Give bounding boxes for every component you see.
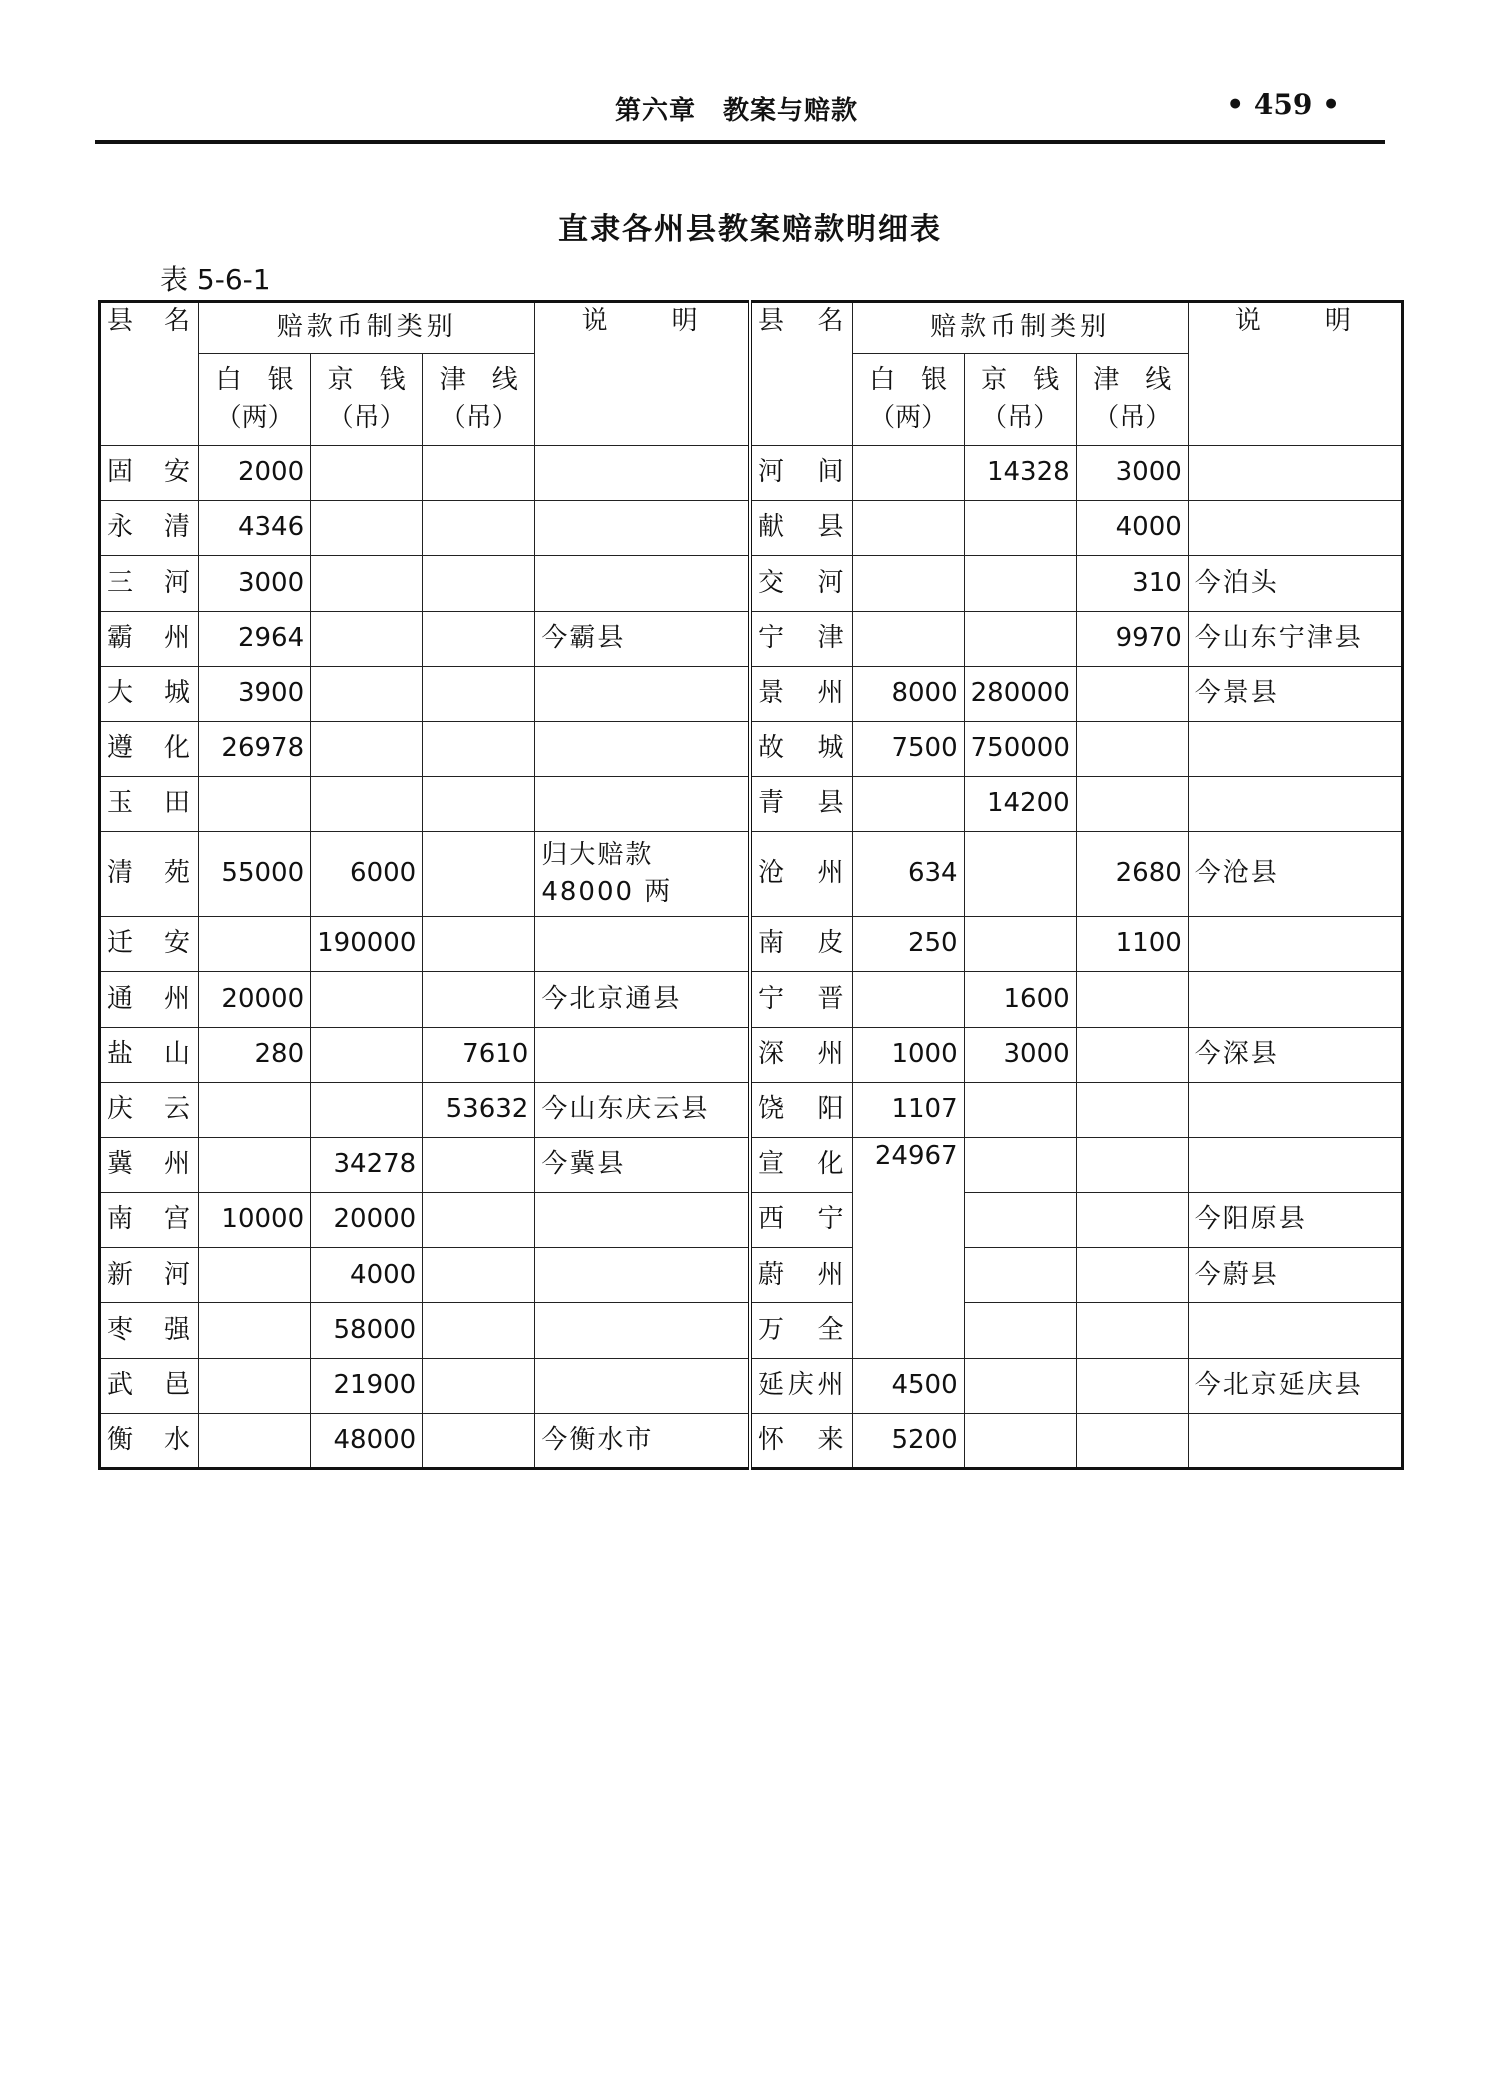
right-silver-cell: 634 <box>852 832 964 917</box>
right-jing-cell <box>964 1082 1076 1137</box>
right-note-cell: 今景县 <box>1188 666 1402 721</box>
right-county-cell: 饶 阳 <box>750 1082 852 1137</box>
left-county-cell: 玉 田 <box>100 777 199 832</box>
right-note-cell <box>1188 1303 1402 1358</box>
left-jing-cell <box>311 1082 423 1137</box>
left-silver-cell: 4346 <box>199 501 311 556</box>
jinxian-unit: （吊） <box>439 402 518 433</box>
left-note-cell <box>535 556 750 611</box>
table-row <box>100 917 1403 972</box>
table-row <box>100 777 1403 832</box>
left-note-cell: 今北京通县 <box>535 972 750 1027</box>
jinxian-unit: （吊） <box>1093 402 1172 433</box>
right-note-cell <box>1188 501 1402 556</box>
left-silver-cell: 3900 <box>199 666 311 721</box>
silver-unit: （两） <box>869 402 948 433</box>
left-county-cell: 遵 化 <box>100 721 199 776</box>
left-note-cell <box>535 777 750 832</box>
right-jin-cell: 310 <box>1076 556 1188 611</box>
right-jin-cell: 9970 <box>1076 611 1188 666</box>
left-jing-cell <box>311 446 423 501</box>
left-silver-cell <box>199 777 311 832</box>
right-note-cell <box>1188 1413 1402 1468</box>
currency-group-header: 赔款币制类别 <box>852 302 1188 354</box>
county-header: 县 名 <box>750 302 852 446</box>
left-jing-cell <box>311 777 423 832</box>
jingqian-label: 京 钱 <box>327 364 406 395</box>
left-county-cell: 衡 水 <box>100 1413 199 1468</box>
left-jin-cell: 7610 <box>423 1027 535 1082</box>
right-jing-cell <box>964 556 1076 611</box>
right-silver-cell: 250 <box>852 917 964 972</box>
left-silver-cell: 10000 <box>199 1193 311 1248</box>
left-county-cell: 霸 州 <box>100 611 199 666</box>
left-county-cell: 三 河 <box>100 556 199 611</box>
table-label: 表 5-6-1 <box>160 263 271 296</box>
table-row <box>100 1303 1403 1358</box>
right-county-cell: 宁 晋 <box>750 972 852 1027</box>
right-jing-cell: 1600 <box>964 972 1076 1027</box>
table-row <box>100 446 1403 501</box>
left-silver-cell <box>199 1082 311 1137</box>
left-county-cell: 冀 州 <box>100 1137 199 1192</box>
left-jing-cell <box>311 1027 423 1082</box>
jinxian-label: 津 线 <box>439 364 518 395</box>
right-silver-cell: 24967 <box>852 1137 964 1358</box>
table-row <box>100 972 1403 1027</box>
right-jin-cell <box>1076 1358 1188 1413</box>
right-note-cell: 今山东宁津县 <box>1188 611 1402 666</box>
right-note-cell <box>1188 1137 1402 1192</box>
left-jin-cell <box>423 832 535 917</box>
left-county-cell: 武 邑 <box>100 1358 199 1413</box>
jinxian-label: 津 线 <box>1093 364 1172 395</box>
right-jing-cell <box>964 1358 1076 1413</box>
left-jin-cell <box>423 721 535 776</box>
right-jin-cell: 3000 <box>1076 446 1188 501</box>
left-jing-cell: 21900 <box>311 1358 423 1413</box>
right-jin-cell <box>1076 1413 1188 1468</box>
table-title: 直隶各州县教案赔款明细表 <box>558 212 942 247</box>
left-jin-cell <box>423 1193 535 1248</box>
silver-header <box>199 354 311 446</box>
left-silver-cell <box>199 1248 311 1303</box>
right-county-cell: 延庆州 <box>750 1358 852 1413</box>
table-row <box>100 1358 1403 1413</box>
right-jin-cell <box>1076 666 1188 721</box>
left-jing-cell: 34278 <box>311 1137 423 1192</box>
left-jing-cell <box>311 721 423 776</box>
note-header: 说 明 <box>535 302 750 446</box>
left-jin-cell <box>423 666 535 721</box>
table-row <box>100 1027 1403 1082</box>
right-jing-cell: 750000 <box>964 721 1076 776</box>
left-jin-cell <box>423 1303 535 1358</box>
right-jin-cell <box>1076 1027 1188 1082</box>
indemnity-table <box>98 300 1404 1470</box>
left-silver-cell <box>199 1303 311 1358</box>
right-note-cell <box>1188 446 1402 501</box>
left-county-cell: 南 宫 <box>100 1193 199 1248</box>
jingqian-header <box>964 354 1076 446</box>
left-silver-cell <box>199 917 311 972</box>
left-jing-cell <box>311 972 423 1027</box>
right-note-cell <box>1188 972 1402 1027</box>
left-jing-cell: 4000 <box>311 1248 423 1303</box>
right-jing-cell: 14200 <box>964 777 1076 832</box>
left-note-cell <box>535 917 750 972</box>
right-note-cell: 今泊头 <box>1188 556 1402 611</box>
right-jin-cell: 1100 <box>1076 917 1188 972</box>
right-silver-cell <box>852 972 964 1027</box>
left-note-cell <box>535 721 750 776</box>
left-note-cell <box>535 501 750 556</box>
right-silver-cell <box>852 611 964 666</box>
right-county-cell: 西 宁 <box>750 1193 852 1248</box>
right-jin-cell <box>1076 1303 1188 1358</box>
silver-label: 白 银 <box>215 364 294 395</box>
jingqian-unit: （吊） <box>327 402 406 433</box>
right-county-cell: 景 州 <box>750 666 852 721</box>
left-note-cell <box>535 1248 750 1303</box>
left-note-cell: 今冀县 <box>535 1137 750 1192</box>
right-silver-cell: 1000 <box>852 1027 964 1082</box>
left-jin-cell <box>423 556 535 611</box>
right-silver-cell: 8000 <box>852 666 964 721</box>
right-silver-cell: 7500 <box>852 721 964 776</box>
left-county-cell: 新 河 <box>100 1248 199 1303</box>
right-county-cell: 南 皮 <box>750 917 852 972</box>
left-jin-cell <box>423 1248 535 1303</box>
right-county-cell: 青 县 <box>750 777 852 832</box>
left-note-cell <box>535 1303 750 1358</box>
table-row <box>100 721 1403 776</box>
right-jin-cell <box>1076 1248 1188 1303</box>
right-county-cell: 故 城 <box>750 721 852 776</box>
left-jin-cell <box>423 972 535 1027</box>
left-silver-cell <box>199 1358 311 1413</box>
table-row <box>100 611 1403 666</box>
right-jing-cell <box>964 1248 1076 1303</box>
right-county-cell: 深 州 <box>750 1027 852 1082</box>
right-silver-cell: 5200 <box>852 1413 964 1468</box>
left-note-cell <box>535 1358 750 1413</box>
note-header: 说 明 <box>1188 302 1402 446</box>
table-row <box>100 556 1403 611</box>
right-note-cell <box>1188 1082 1402 1137</box>
left-jin-cell <box>423 446 535 501</box>
right-county-cell: 沧 州 <box>750 832 852 917</box>
table-row <box>100 1137 1403 1192</box>
right-jin-cell: 4000 <box>1076 501 1188 556</box>
left-silver-cell: 2964 <box>199 611 311 666</box>
left-jin-cell <box>423 777 535 832</box>
right-silver-cell <box>852 556 964 611</box>
left-note-cell: 今衡水市 <box>535 1413 750 1468</box>
right-jing-cell <box>964 1137 1076 1192</box>
right-jing-cell <box>964 1413 1076 1468</box>
left-county-cell: 迁 安 <box>100 917 199 972</box>
right-jing-cell <box>964 917 1076 972</box>
right-jin-cell: 2680 <box>1076 832 1188 917</box>
left-county-cell: 庆 云 <box>100 1082 199 1137</box>
left-jing-cell: 20000 <box>311 1193 423 1248</box>
right-silver-cell: 4500 <box>852 1358 964 1413</box>
left-jin-cell <box>423 1413 535 1468</box>
table-row <box>100 832 1403 917</box>
left-silver-cell: 55000 <box>199 832 311 917</box>
right-jing-cell <box>964 611 1076 666</box>
left-jin-cell <box>423 1358 535 1413</box>
right-jin-cell <box>1076 1193 1188 1248</box>
right-county-cell: 蔚 州 <box>750 1248 852 1303</box>
right-jing-cell <box>964 501 1076 556</box>
right-note-cell: 今沧县 <box>1188 832 1402 917</box>
left-silver-cell: 20000 <box>199 972 311 1027</box>
left-silver-cell <box>199 1413 311 1468</box>
silver-header <box>852 354 964 446</box>
right-silver-cell <box>852 501 964 556</box>
left-county-cell: 永 清 <box>100 501 199 556</box>
left-county-cell: 通 州 <box>100 972 199 1027</box>
left-note-cell: 今山东庆云县 <box>535 1082 750 1137</box>
right-note-cell: 今蔚县 <box>1188 1248 1402 1303</box>
right-jin-cell <box>1076 1137 1188 1192</box>
right-note-cell <box>1188 917 1402 972</box>
left-silver-cell: 2000 <box>199 446 311 501</box>
left-jing-cell: 6000 <box>311 832 423 917</box>
right-silver-cell: 1107 <box>852 1082 964 1137</box>
left-jing-cell <box>311 611 423 666</box>
header-rule <box>95 140 1385 144</box>
left-county-cell: 固 安 <box>100 446 199 501</box>
left-note-cell <box>535 666 750 721</box>
left-note-cell <box>535 1027 750 1082</box>
page-number: • 459 • <box>1226 88 1340 121</box>
left-county-cell: 盐 山 <box>100 1027 199 1082</box>
left-note-cell <box>535 446 750 501</box>
table-row <box>100 1413 1403 1468</box>
left-silver-cell <box>199 1137 311 1192</box>
header-row-1 <box>100 302 1403 354</box>
left-jin-cell <box>423 917 535 972</box>
left-silver-cell: 280 <box>199 1027 311 1082</box>
right-jing-cell <box>964 1193 1076 1248</box>
left-jing-cell: 58000 <box>311 1303 423 1358</box>
right-county-cell: 万 全 <box>750 1303 852 1358</box>
left-jin-cell <box>423 1137 535 1192</box>
right-county-cell: 怀 来 <box>750 1413 852 1468</box>
table-row <box>100 1248 1403 1303</box>
right-jin-cell <box>1076 1082 1188 1137</box>
right-county-cell: 献 县 <box>750 501 852 556</box>
left-silver-cell: 3000 <box>199 556 311 611</box>
left-note-cell <box>535 1193 750 1248</box>
right-note-cell: 今阳原县 <box>1188 1193 1402 1248</box>
left-county-cell: 大 城 <box>100 666 199 721</box>
left-jing-cell: 48000 <box>311 1413 423 1468</box>
right-jing-cell: 3000 <box>964 1027 1076 1082</box>
right-silver-cell <box>852 777 964 832</box>
table-row <box>100 666 1403 721</box>
table-row <box>100 1193 1403 1248</box>
jinxian-header <box>423 354 535 446</box>
right-jin-cell <box>1076 972 1188 1027</box>
table-row <box>100 501 1403 556</box>
right-note-cell: 今北京延庆县 <box>1188 1358 1402 1413</box>
jinxian-header <box>1076 354 1188 446</box>
right-county-cell: 宣 化 <box>750 1137 852 1192</box>
table-body <box>100 446 1403 1469</box>
jingqian-header <box>311 354 423 446</box>
right-county-cell: 河 间 <box>750 446 852 501</box>
left-jin-cell: 53632 <box>423 1082 535 1137</box>
right-silver-cell <box>852 446 964 501</box>
left-jin-cell <box>423 501 535 556</box>
left-county-cell: 清 苑 <box>100 832 199 917</box>
right-jing-cell: 280000 <box>964 666 1076 721</box>
right-note-cell <box>1188 777 1402 832</box>
right-county-cell: 宁 津 <box>750 611 852 666</box>
left-jing-cell <box>311 666 423 721</box>
silver-label: 白 银 <box>869 364 948 395</box>
county-header: 县 名 <box>100 302 199 446</box>
right-jing-cell <box>964 1303 1076 1358</box>
running-header <box>95 90 1385 140</box>
left-note-cell: 归大赔款 48000 两 <box>535 832 750 917</box>
jingqian-unit: （吊） <box>981 402 1060 433</box>
right-county-cell: 交 河 <box>750 556 852 611</box>
right-jing-cell <box>964 832 1076 917</box>
left-county-cell: 枣 强 <box>100 1303 199 1358</box>
left-silver-cell: 26978 <box>199 721 311 776</box>
right-jing-cell: 14328 <box>964 446 1076 501</box>
table-row <box>100 1082 1403 1137</box>
left-note-cell: 今霸县 <box>535 611 750 666</box>
silver-unit: （两） <box>215 402 294 433</box>
chapter-title: 第六章 教案与赔款 <box>615 96 859 126</box>
jingqian-label: 京 钱 <box>981 364 1060 395</box>
left-jing-cell: 190000 <box>311 917 423 972</box>
right-note-cell: 今深县 <box>1188 1027 1402 1082</box>
currency-group-header: 赔款币制类别 <box>199 302 535 354</box>
right-jin-cell <box>1076 777 1188 832</box>
left-jing-cell <box>311 556 423 611</box>
left-jing-cell <box>311 501 423 556</box>
right-jin-cell <box>1076 721 1188 776</box>
left-jin-cell <box>423 611 535 666</box>
right-note-cell <box>1188 721 1402 776</box>
